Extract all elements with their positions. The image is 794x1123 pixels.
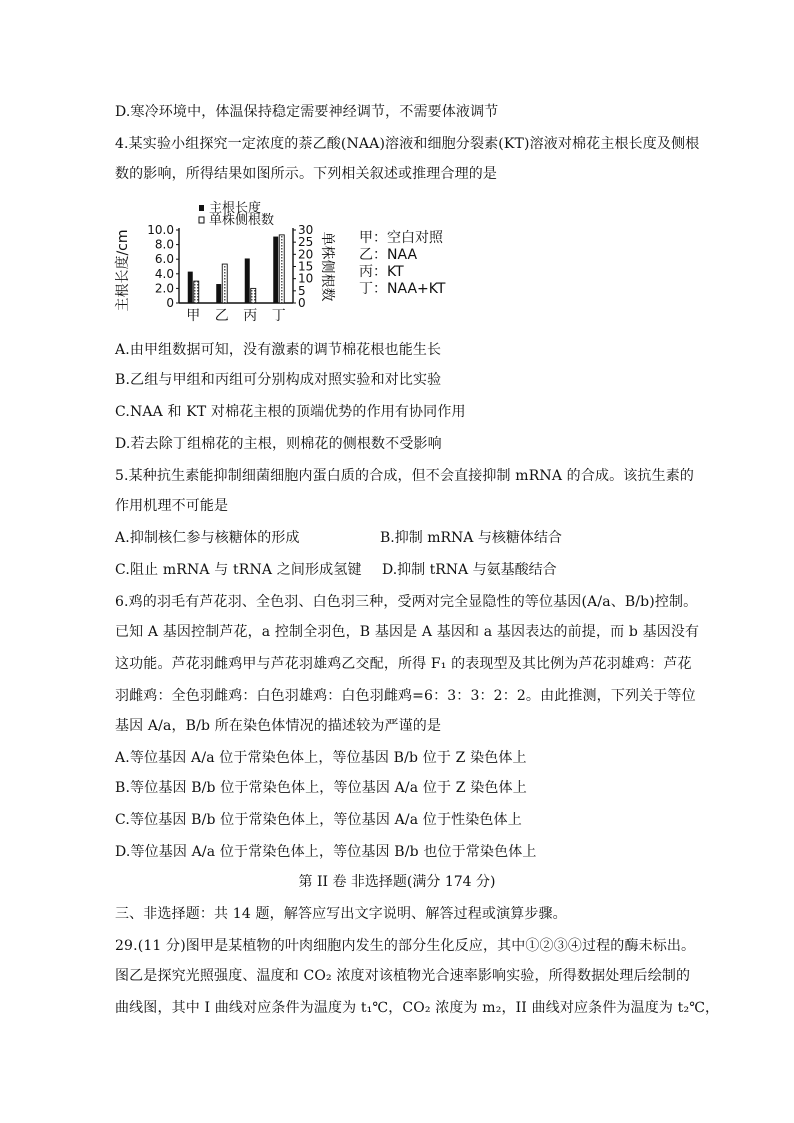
q6-stem-line-3: 这功能。芦花羽雌鸡甲与芦花羽雄鸡乙交配，所得 F₁ 的表现型及其比例为芦花羽雄鸡：芦花 bbox=[115, 656, 692, 672]
legend-swatch-main-root bbox=[199, 205, 204, 211]
x-axis-categories bbox=[186, 308, 286, 324]
category-label: 乙 bbox=[214, 308, 229, 324]
bar-main-root-丁 bbox=[273, 237, 278, 303]
q3-option-d: D.寒冷环境中，体温保持稳定需要神经调节，不需要体液调节 bbox=[115, 104, 499, 120]
chart-legend bbox=[199, 200, 274, 228]
q29-line-2: 图乙是探究光照强度、温度和 CO₂ 浓度对该植物光合速率影响实验，所得数据处理后绘制的 bbox=[115, 968, 691, 984]
group-key-item: 甲：空白对照 bbox=[359, 230, 443, 246]
q6-option-c: C.等位基因 B/b 位于常染色体上，等位基因 A/a 位于性染色体上 bbox=[115, 812, 522, 828]
q5-option-b: B.抑制 mRNA 与核糖体结合 bbox=[380, 530, 562, 546]
q6-stem-line-1: 6.鸡的羽毛有芦花羽、全色羽、白色羽三种，受两对完全显隐性的等位基因(A/a、B/b)控制。 bbox=[115, 594, 698, 610]
right-tick-label: 30 bbox=[298, 223, 314, 237]
category-label: 甲 bbox=[186, 308, 201, 324]
legend-label: 单株侧根数 bbox=[209, 213, 275, 228]
left-tick-label: 6.0 bbox=[154, 252, 174, 267]
bar-chart bbox=[113, 200, 473, 328]
group-key-item: 乙：NAA bbox=[359, 247, 418, 263]
bar-main-root-乙 bbox=[216, 284, 221, 303]
left-tick-label: 4.0 bbox=[154, 266, 174, 281]
left-tick-label: 8.0 bbox=[154, 237, 174, 252]
q29-line-3: 曲线图，其中 I 曲线对应条件为温度为 t₁℃，CO₂ 浓度为 m₂，II 曲线对应条件为温度为 t₂℃， bbox=[115, 1000, 720, 1016]
right-tick-label: 10 bbox=[298, 271, 314, 286]
q5-stem-line-2: 作用机理不可能是 bbox=[115, 498, 229, 514]
right-axis-title: 单株侧根数 bbox=[319, 231, 335, 302]
left-tick-label: 0 bbox=[166, 296, 174, 310]
left-axis-title: 主根长度/cm bbox=[115, 229, 131, 312]
bar-lateral-roots-丙 bbox=[251, 288, 256, 303]
right-tick-label: 25 bbox=[298, 235, 314, 250]
q5-stem-line-1: 5.某种抗生素能抑制细菌细胞内蛋白质的合成，但不会直接抑制 mRNA 的合成。该抗生素的 bbox=[115, 468, 695, 484]
legend-swatch-lateral-roots bbox=[199, 217, 204, 223]
group-key bbox=[359, 229, 446, 297]
q29-line-1: 29.(11 分)图甲是某植物的叶肉细胞内发生的部分生化反应，其中①②③④过程的酶未标出。 bbox=[115, 938, 696, 954]
right-tick-label: 20 bbox=[298, 247, 314, 262]
q4-option-c: C.NAA 和 KT 对棉花主根的顶端优势的作用有协同作用 bbox=[115, 404, 466, 420]
bar-lateral-roots-丁 bbox=[279, 235, 284, 303]
left-tick-label: 2.0 bbox=[154, 281, 174, 296]
q6-stem-line-2: 已知 A 基因控制芦花，a 控制全羽色，B 基因是 A 基因和 a 基因表达的前提，而 b 基因没有 bbox=[115, 624, 700, 640]
q6-option-d: D.等位基因 A/a 位于常染色体上，等位基因 B/b 也位于常染色体上 bbox=[115, 844, 537, 860]
q5-option-a: A.抑制核仁参与核糖体的形成 bbox=[115, 530, 300, 546]
chart-bars bbox=[188, 235, 285, 303]
category-label: 丙 bbox=[243, 308, 258, 324]
q4-stem-line-2: 数的影响，所得结果如图所示。下列相关叙述或推理合理的是 bbox=[115, 166, 498, 182]
left-tick-label: 10.0 bbox=[147, 223, 174, 237]
category-label: 丁 bbox=[271, 308, 286, 324]
q5-option-d: D.抑制 tRNA 与氨基酸结合 bbox=[382, 562, 557, 578]
legend-label: 主根长度 bbox=[209, 201, 262, 216]
right-tick-label: 0 bbox=[298, 296, 306, 310]
group-key-item: 丙：KT bbox=[359, 264, 404, 280]
part-2-instruction: 三、非选择题：共 14 题，解答应写出文字说明、解答过程或演算步骤。 bbox=[115, 906, 567, 922]
group-key-item: 丁：NAA+KT bbox=[359, 281, 446, 297]
right-axis bbox=[293, 223, 336, 310]
bar-lateral-roots-甲 bbox=[194, 281, 199, 303]
bar-main-root-丙 bbox=[245, 258, 250, 303]
q4-option-b: B.乙组与甲组和丙组可分别构成对照实验和对比实验 bbox=[115, 372, 442, 388]
q4-stem-line-1: 4.某实验小组探究一定浓度的萘乙酸(NAA)溶液和细胞分裂素(KT)溶液对棉花主根长度及侧根 bbox=[115, 136, 700, 152]
q5-option-c: C.阻止 mRNA 与 tRNA 之间形成氢键 bbox=[115, 562, 362, 578]
right-tick-label: 5 bbox=[298, 283, 306, 298]
part-2-title: 第 II 卷 非选择题(满分 174 分) bbox=[298, 874, 496, 890]
left-axis bbox=[114, 223, 293, 312]
q4-option-a: A.由甲组数据可知，没有激素的调节棉花根也能生长 bbox=[115, 342, 442, 358]
q6-stem-line-5: 基因 A/a，B/b 所在染色体情况的描述较为严谨的是 bbox=[115, 718, 442, 734]
q6-stem-line-4: 羽雌鸡：全色羽雌鸡：白色羽雄鸡：白色羽雌鸡=6：3：3：2：2。由此推测，下列关于等位 bbox=[115, 688, 696, 704]
q4-option-d: D.若去除丁组棉花的主根，则棉花的侧根数不受影响 bbox=[115, 436, 442, 452]
right-tick-label: 15 bbox=[298, 259, 314, 274]
q6-option-b: B.等位基因 B/b 位于常染色体上，等位基因 A/a 位于 Z 染色体上 bbox=[115, 780, 527, 796]
bar-main-root-甲 bbox=[188, 272, 193, 303]
q6-option-a: A.等位基因 A/a 位于常染色体上，等位基因 B/b 位于 Z 染色体上 bbox=[115, 750, 527, 766]
bar-lateral-roots-乙 bbox=[222, 264, 227, 303]
